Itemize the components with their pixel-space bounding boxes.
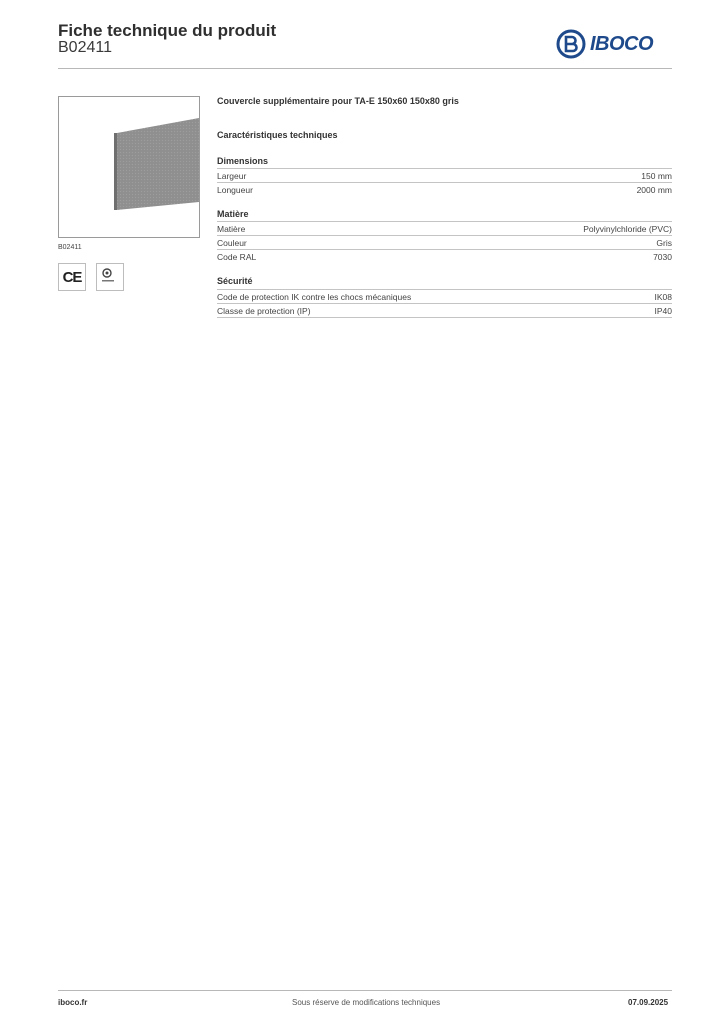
header-divider — [58, 68, 672, 69]
product-image — [59, 97, 199, 237]
spec-row-largeur — [217, 168, 672, 182]
certification-seal-icon — [96, 263, 124, 291]
section-title-dimensions: Dimensions — [217, 156, 269, 166]
product-description: Couvercle supplémentaire pour TA-E 150x60 150x80 gris — [217, 96, 459, 106]
spec-value: Gris — [656, 237, 672, 248]
iboco-logo-icon — [556, 29, 586, 59]
section-title-securite: Sécurité — [217, 276, 253, 286]
ce-mark-icon — [58, 263, 86, 291]
spec-label: Classe de protection (IP) — [217, 305, 311, 316]
spec-value: 150 mm — [641, 170, 672, 181]
spec-label: Code de protection IK contre les chocs mécaniques — [217, 291, 412, 302]
spec-value: IP40 — [654, 305, 672, 316]
spec-label: Code RAL — [217, 251, 257, 262]
page-title: Fiche technique du produit — [58, 21, 277, 40]
iboco-logo — [556, 29, 653, 59]
ce-mark-label: CE — [62, 268, 82, 286]
spec-value: 7030 — [653, 251, 672, 262]
logo-text: IBOCO — [590, 32, 654, 55]
spec-row-ip — [217, 303, 672, 318]
spec-value: IK08 — [654, 291, 672, 302]
footer-website: iboco.fr — [58, 998, 88, 1007]
spec-value: Polyvinylchloride (PVC) — [583, 223, 672, 234]
spec-row-code-ral — [217, 249, 672, 263]
product-image-frame — [58, 96, 200, 238]
spec-label: Couleur — [217, 237, 247, 248]
spec-label: Longueur — [217, 184, 253, 195]
spec-label: Largeur — [217, 170, 247, 181]
product-image-caption: B02411 — [58, 244, 82, 251]
certification-seal-graphic — [99, 266, 121, 288]
section-title-matiere: Matière — [217, 209, 249, 219]
spec-row-matiere — [217, 221, 672, 235]
footer-divider — [58, 990, 672, 991]
spec-label: Matière — [217, 223, 246, 234]
footer-disclaimer: Sous réserve de modifications techniques — [292, 998, 441, 1007]
product-code: B02411 — [58, 39, 112, 56]
spec-row-couleur — [217, 235, 672, 249]
specs-heading: Caractéristiques techniques — [217, 130, 338, 140]
spec-row-longueur — [217, 182, 672, 196]
spec-row-ik — [217, 289, 672, 303]
footer-date: 07.09.2025 — [628, 998, 669, 1007]
spec-value: 2000 mm — [636, 184, 672, 195]
